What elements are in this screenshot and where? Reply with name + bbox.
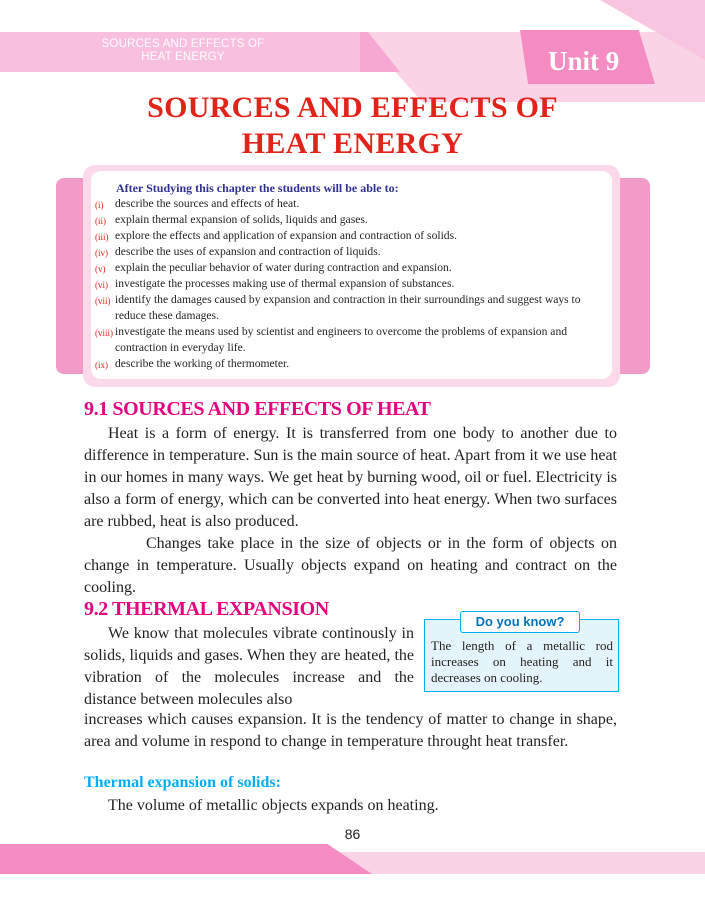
chapter-title-line1: SOURCES AND EFFECTS OF: [147, 91, 558, 124]
section-9-1-paragraph-2: Changes take place in the size of objects or in the form of objects on change in temperature. Usually objects expand on heating and contract on the cooling.: [84, 535, 617, 596]
chapter-title-line2: HEAT ENERGY: [241, 127, 464, 160]
objective-item: [95, 292, 605, 324]
objective-item: [95, 196, 605, 212]
running-title-line2: HEAT ENERGY: [141, 51, 225, 63]
objective-text: explain the peculiar behavior of water during contraction and expansion.: [115, 261, 452, 274]
objective-text: explain thermal expansion of solids, liquids and gases.: [115, 213, 368, 226]
objective-number: (iii): [95, 232, 109, 242]
objective-text: describe the uses of expansion and contraction of liquids.: [115, 245, 381, 258]
objective-item: [95, 260, 605, 276]
chapter-title: [0, 90, 705, 162]
section-9-2-paragraph-wide: increases which causes expansion. It is the tendency of matter to change in shape, area and volume in respond to change in temperature throught heat transfer.: [84, 711, 617, 750]
objective-number: (iv): [95, 248, 108, 258]
objective-text: identify the damages caused by expansion and contraction in their surroundings and suggest ways to reduce these damages.: [115, 293, 581, 322]
unit-label: Unit 9: [548, 46, 620, 76]
objective-number: (ii): [95, 216, 106, 226]
objective-number: (vi): [95, 280, 108, 290]
objective-item: [95, 276, 605, 292]
running-title-line1: SOURCES AND EFFECTS OF: [101, 38, 265, 50]
objective-item: [95, 356, 605, 372]
objective-item: [95, 228, 605, 244]
section-9-1-paragraph-1: Heat is a form of energy. It is transferred from one body to another due to difference in temperature. Sun is the main source of heat. Apart from it we use heat in our homes in many ways. We get heat by burning wood, oil or fuel. Electricity is also a form of energy, which can be converted into heat energy. When two surfaces are rubbed, heat is also produced.: [84, 425, 617, 530]
objective-text: describe the working of thermometer.: [115, 357, 290, 370]
objective-number: (v): [95, 264, 106, 274]
objective-item: [95, 324, 605, 356]
objective-text: investigate the processes making use of thermal expansion of substances.: [115, 277, 455, 290]
objective-item: [95, 212, 605, 228]
did-you-know-title: Do you know?: [460, 611, 580, 633]
section-heading-9-1: 9.1 SOURCES AND EFFECTS OF HEAT: [84, 398, 431, 420]
objective-number: (vii): [95, 296, 111, 306]
section-heading-9-2: 9.2 THERMAL EXPANSION: [84, 598, 329, 620]
page-number: 86: [344, 826, 361, 842]
subsection-text: The volume of metallic objects expands on heating.: [108, 797, 439, 814]
footer-band-left: [0, 844, 372, 874]
objectives-list: [95, 196, 605, 372]
section-9-2-paragraph-narrow: We know that molecules vibrate continously in solids, liquids and gases. When they are heated, the vibration of the molecules increase and the distance between molecules also: [84, 625, 414, 708]
footer-band-right: [318, 852, 705, 874]
objectives-heading: After Studying this chapter the students will be able to:: [116, 181, 399, 195]
objective-number: (ix): [95, 360, 108, 370]
objective-text: describe the sources and effects of heat.: [115, 197, 300, 210]
objective-text: investigate the means used by scientist and engineers to overcome the problems of expansion and contraction in everyday life.: [115, 325, 568, 354]
running-title: [78, 38, 288, 64]
did-you-know-text: The length of a metallic rod increases on heating and it decreases on cooling.: [431, 638, 613, 685]
objective-number: (i): [95, 200, 104, 210]
objective-number: (viii): [95, 328, 113, 338]
objective-item: [95, 244, 605, 260]
objective-text: explore the effects and application of expansion and contraction of solids.: [115, 229, 458, 242]
subsection-heading: Thermal expansion of solids:: [84, 774, 281, 791]
